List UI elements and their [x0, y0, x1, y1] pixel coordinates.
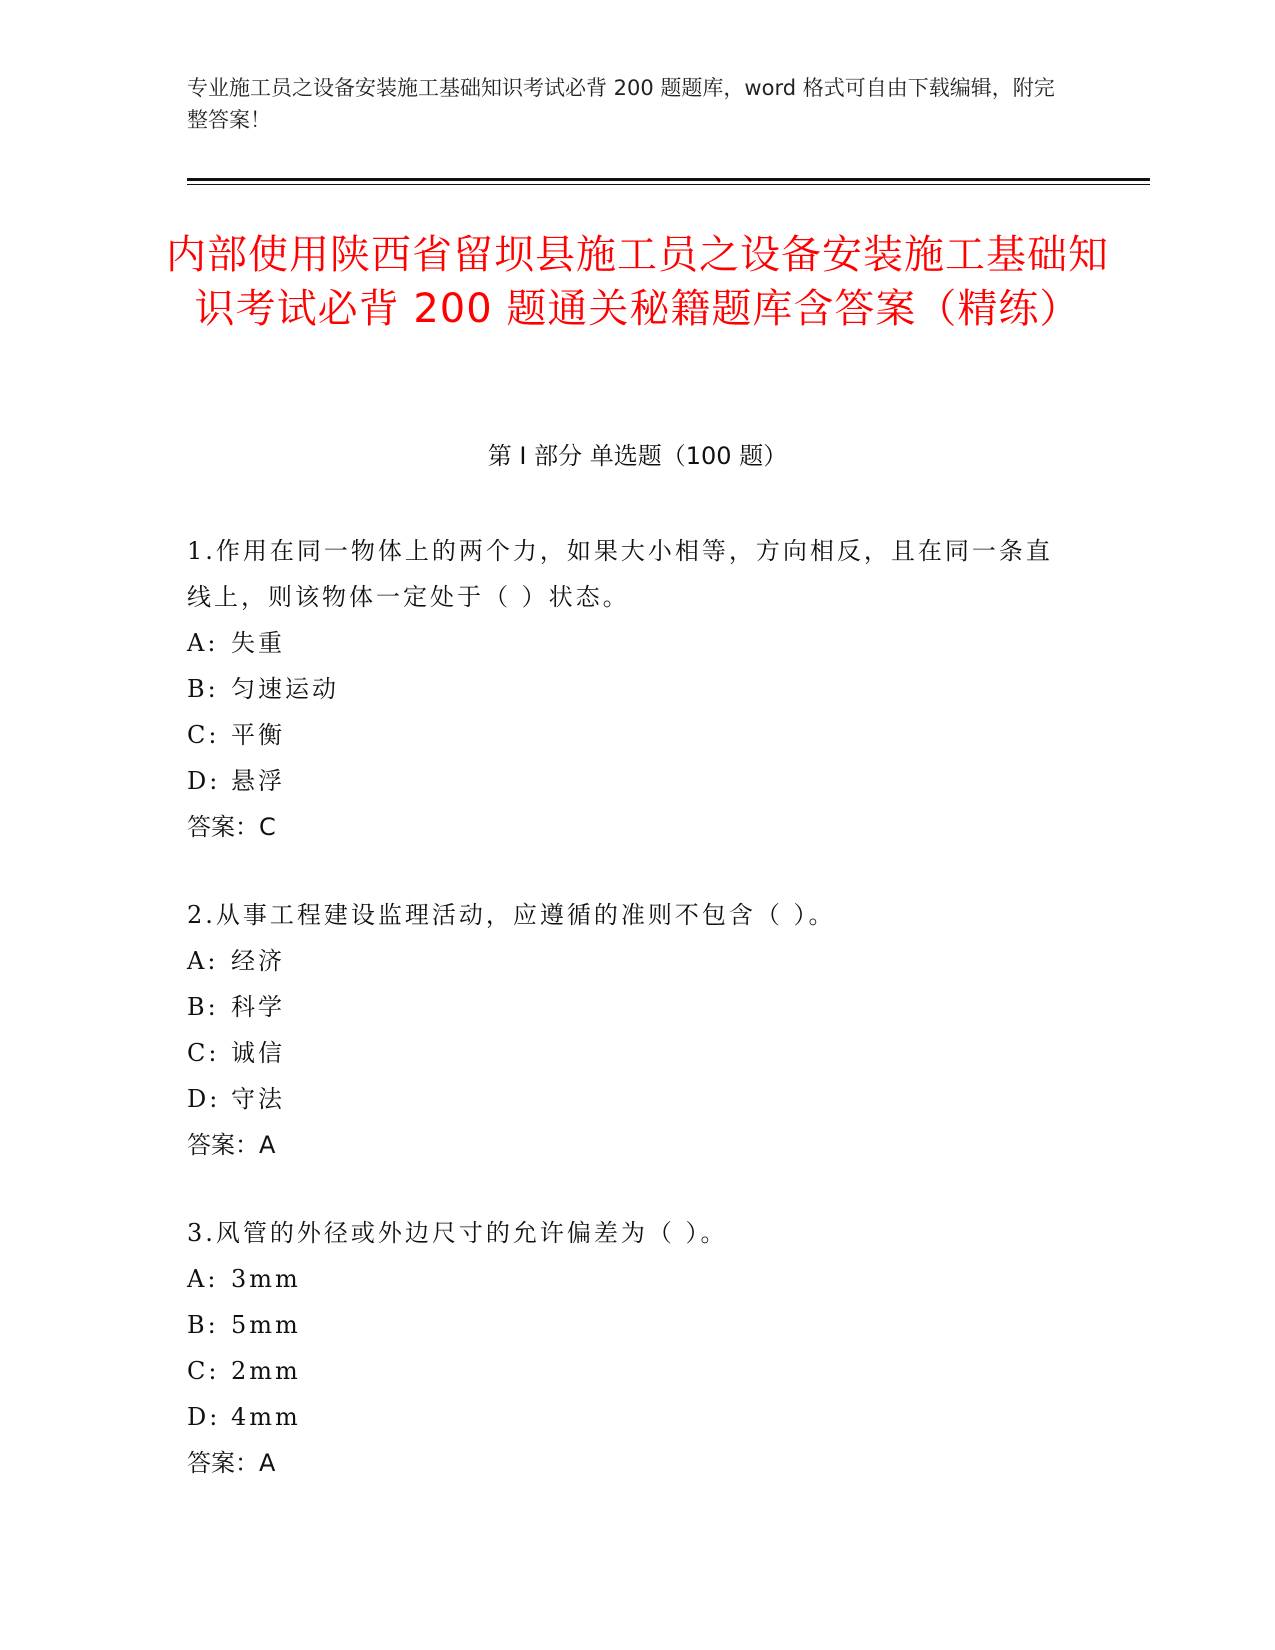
question-1: [187, 528, 1067, 850]
option-letter: A:: [187, 947, 219, 975]
option-text: 2mm: [231, 1357, 301, 1385]
option-c: [187, 712, 1067, 758]
question-list: [187, 528, 1067, 1528]
option-text: 4mm: [231, 1403, 301, 1431]
option-a: [187, 620, 1067, 666]
option-letter: D:: [187, 767, 221, 795]
option-d: [187, 1394, 1067, 1440]
option-letter: C:: [187, 721, 220, 749]
option-c: [187, 1030, 1067, 1076]
option-letter: D:: [187, 1403, 221, 1431]
option-text: 守法: [231, 1085, 285, 1113]
option-letter: C:: [187, 1357, 220, 1385]
question-3: [187, 1210, 1067, 1486]
answer-line: 答案：C: [187, 813, 276, 841]
document-title: 内部使用陕西省留坝县施工员之设备安装施工基础知识考试必背 200 题通关秘籍题库含答案（精练）: [166, 232, 1109, 332]
answer-line: 答案：A: [187, 1449, 276, 1477]
header-note: 专业施工员之设备安装施工基础知识考试必背 200 题题库，word 格式可自由下载编辑，附完整答案！: [187, 76, 1055, 132]
option-letter: A:: [187, 1265, 219, 1293]
option-letter: B:: [187, 1311, 219, 1339]
header-divider-thin: [187, 184, 1150, 185]
option-letter: D:: [187, 1085, 221, 1113]
option-a: [187, 938, 1067, 984]
question-stem: 3.风管的外径或外边尺寸的允许偏差为（ ）。: [187, 1219, 728, 1247]
option-text: 经济: [231, 947, 285, 975]
option-letter: A:: [187, 629, 219, 657]
option-c: [187, 1348, 1067, 1394]
answer-line: 答案：A: [187, 1131, 276, 1159]
option-a: [187, 1256, 1067, 1302]
option-text: 5mm: [231, 1311, 301, 1339]
section-title: 第 I 部分 单选题（100 题）: [487, 442, 788, 470]
option-text: 平衡: [231, 721, 285, 749]
question-stem: 2.从事工程建设监理活动，应遵循的准则不包含（ ）。: [187, 901, 836, 929]
option-d: [187, 1076, 1067, 1122]
option-d: [187, 758, 1067, 804]
option-letter: B:: [187, 993, 219, 1021]
option-letter: C:: [187, 1039, 220, 1067]
option-b: [187, 984, 1067, 1030]
option-text: 悬浮: [231, 767, 285, 795]
question-stem: 1.作用在同一物体上的两个力，如果大小相等，方向相反，且在同一条直线上，则该物体一定处于（ ）状态。: [187, 537, 1053, 611]
option-text: 科学: [231, 993, 285, 1021]
question-2: [187, 892, 1067, 1168]
option-text: 匀速运动: [231, 675, 339, 703]
option-text: 3mm: [231, 1265, 301, 1293]
option-b: [187, 666, 1067, 712]
option-letter: B:: [187, 675, 219, 703]
header-divider-thick: [187, 178, 1150, 181]
option-text: 诚信: [231, 1039, 285, 1067]
option-text: 失重: [231, 629, 285, 657]
option-b: [187, 1302, 1067, 1348]
